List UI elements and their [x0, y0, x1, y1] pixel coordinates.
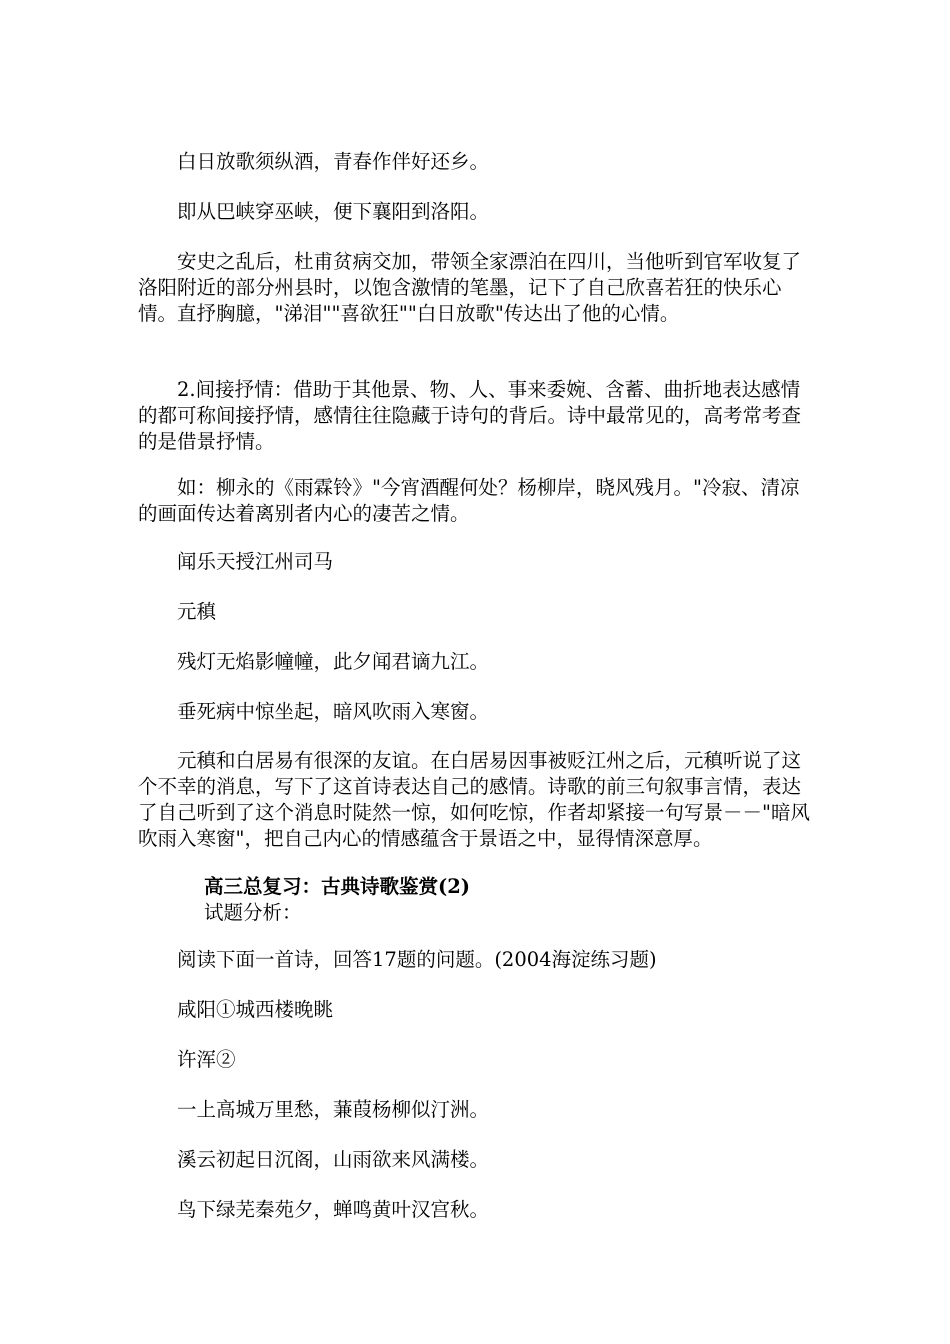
poem-title: 咸阳①城西楼晚眺	[177, 998, 334, 1021]
poem-line: 白日放歌须纵酒，青春作伴好还乡。	[177, 150, 490, 173]
poem-line: 即从巴峡穿巫峡，便下襄阳到洛阳。	[177, 200, 490, 223]
poem-author: 元稹	[177, 600, 217, 623]
poem-title: 闻乐天授江州司马	[177, 550, 334, 573]
section-heading: 高三总复习：古典诗歌鉴赏(2)	[204, 875, 471, 898]
poem-author: 许浑②	[177, 1048, 236, 1071]
poem-line: 鸟下绿芜秦苑夕，蝉鸣黄叶汉宫秋。	[177, 1198, 490, 1221]
poem-line: 溪云初起日沉阁，山雨欲来风满楼。	[177, 1148, 490, 1171]
poem-line: 垂死病中惊坐起，暗风吹雨入寒窗。	[177, 700, 490, 723]
paragraph-indirect-lyric: 2.间接抒情：借助于其他景、物、人、事来委婉、含蓄、曲折地表达感情的都可称间接抒情，感情往往隐藏于诗句的背后。诗中最常见的，高考常考查的是借景抒情。	[138, 378, 802, 453]
section-subheading: 试题分析：	[204, 901, 302, 924]
paragraph-analysis-yuanzhen: 元稹和白居易有很深的友谊。在白居易因事被贬江州之后，元稹听说了这个不幸的消息，写下了这首诗表达自己的感情。诗歌的前三句叙事言情，表达了自己听到了这个消息时陡然一惊，如何吃惊，作者却紧接一句写景－－"暗风吹雨入寒窗"，把自己内心的情感蕴含于景语之中，显得情深意厚。	[138, 749, 810, 850]
poem-line: 残灯无焰影幢幢，此夕闻君谪九江。	[177, 650, 490, 673]
paragraph-example-liuyong: 如：柳永的《雨霖铃》"今宵酒醒何处？杨柳岸，晓风残月。"冷寂、清凉的画面传达着离别者内心的凄苦之情。	[138, 476, 800, 525]
paragraph-analysis-dufu: 安史之乱后，杜甫贫病交加，带领全家漂泊在四川，当他听到官军收复了洛阳附近的部分州县时，以饱含激情的笔墨，记下了自己欣喜若狂的快乐心情。直抒胸臆，"涕泪""喜欲狂""白日放歌"传达出了他的心情。	[138, 250, 802, 325]
question-instruction: 阅读下面一首诗，回答17题的问题。(2004海淀练习题)	[177, 948, 657, 971]
poem-line: 一上高城万里愁，蒹葭杨柳似汀洲。	[177, 1098, 490, 1121]
